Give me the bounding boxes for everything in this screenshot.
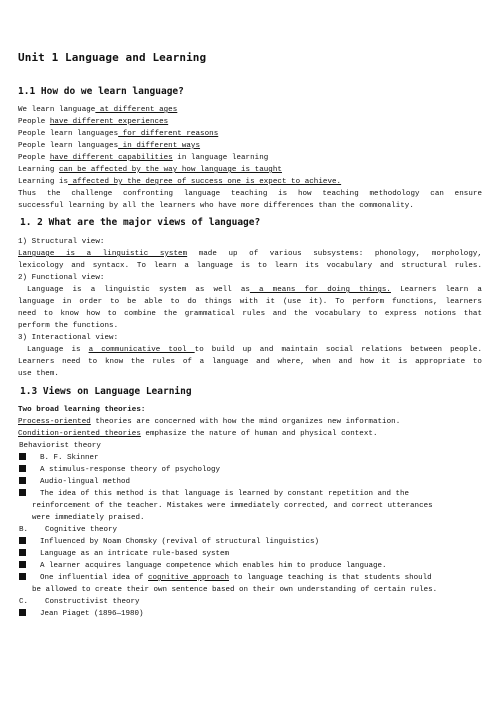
- paragraph-line: Thus the challenge confronting language teaching is how teaching methodology can ensure: [18, 190, 482, 198]
- text: Learners learn a: [390, 286, 482, 294]
- square-bullet-icon: [19, 537, 26, 544]
- square-bullet-icon: [19, 549, 26, 556]
- subheading: [19, 524, 117, 536]
- subheading: 1) Structural view:: [18, 238, 105, 246]
- label: B.: [19, 526, 29, 534]
- section-heading-1-1: 1.1 How do we learn language?: [18, 86, 184, 97]
- paragraph-line: reinforcement of the teacher. Mistakes were immediately corrected, and correct utterances: [32, 502, 433, 510]
- bullet-item: [19, 452, 489, 464]
- paragraph-line: [18, 428, 482, 440]
- underlined-text: Condition-oriented theories: [18, 430, 141, 438]
- paragraph-line: [18, 344, 482, 356]
- underlined-text: a communicative tool: [88, 346, 195, 354]
- text: emphasize the nature of human and physical context.: [140, 430, 378, 438]
- text: A stimulus-response theory of psychology: [40, 466, 221, 474]
- label: C.: [19, 598, 29, 606]
- text: to language teaching is that students should: [229, 574, 432, 582]
- bullet-item: [19, 476, 489, 488]
- list-item: [18, 152, 482, 164]
- bullet-item: [19, 608, 489, 620]
- underlined-text: have different capabilities: [49, 154, 173, 162]
- text: Learning is: [18, 178, 69, 186]
- underlined-text: cognitive approach: [148, 574, 230, 582]
- text: made up of various subsystems: phonology, morphology,: [187, 250, 482, 258]
- paragraph-line: successful learning by all the learners who have more differences than the commonality.: [18, 202, 414, 210]
- square-bullet-icon: [19, 489, 26, 496]
- page-title: Unit 1 Language and Learning: [18, 51, 207, 64]
- bullet-item: [19, 488, 489, 500]
- subheading: Behaviorist theory: [19, 442, 101, 450]
- paragraph-line: [18, 248, 482, 260]
- paragraph-line: perform the functions.: [18, 322, 119, 330]
- text: We learn language: [18, 106, 96, 114]
- text: Cognitive theory: [45, 526, 118, 534]
- square-bullet-icon: [19, 453, 26, 460]
- underlined-text: in different ways: [118, 142, 201, 150]
- list-item: [18, 104, 482, 116]
- text: [40, 574, 432, 582]
- text: to build up and maintain social relations between people.: [194, 346, 482, 354]
- subheading: 2) Functional view:: [18, 274, 105, 282]
- paragraph-line: [18, 284, 482, 296]
- underlined-text: at different ages: [95, 106, 178, 114]
- text: Influenced by Noam Chomsky (revival of structural linguistics): [40, 538, 320, 546]
- section-heading-1-2: 1. 2 What are the major views of language?: [20, 217, 261, 228]
- bullet-item: [19, 548, 489, 560]
- text: People: [18, 118, 50, 126]
- paragraph-line: use them.: [18, 370, 59, 378]
- text: People: [18, 154, 50, 162]
- text: A learner acquires language competence which enables him to produce language.: [40, 562, 387, 570]
- paragraph-line: lexicology and syntacx. To learn a language is to learn its vocabulary and structural rules.: [18, 262, 482, 270]
- paragraph-line: Learners need to know the rules of a language and where, when and how it is appropriate to: [18, 358, 482, 366]
- square-bullet-icon: [19, 561, 26, 568]
- paragraph-line: [18, 416, 482, 428]
- text: Jean Piaget (1896—1980): [40, 610, 144, 618]
- text: in language learning: [172, 154, 269, 162]
- text: Language is a linguistic system as well as: [27, 286, 250, 294]
- paragraph-line: were immediately praised.: [32, 514, 145, 522]
- text: Language is: [27, 346, 89, 354]
- list-item: [18, 164, 482, 176]
- text: People learn languages: [18, 142, 119, 150]
- list-item: [18, 176, 482, 188]
- list-item: [18, 140, 482, 152]
- section-heading-1-3: 1.3 Views on Language Learning: [20, 386, 192, 397]
- bullet-item: [19, 536, 489, 548]
- paragraph-line: be allowed to create their own sentence based on their own understanding of certain rules.: [32, 586, 438, 594]
- text: People learn languages: [18, 130, 119, 138]
- underlined-text: have different experiences: [49, 118, 169, 126]
- underlined-text: affected by the degree of success one is expect to achieve.: [68, 178, 342, 186]
- bullet-item: [19, 464, 489, 476]
- underlined-text: Language is a linguistic system: [18, 250, 188, 258]
- text: B. F. Skinner: [40, 454, 99, 462]
- square-bullet-icon: [19, 465, 26, 472]
- text: The idea of this method is that language is learned by constant repetition and the: [40, 490, 410, 498]
- list-item: [18, 116, 482, 128]
- subheading: Two broad learning theories:: [18, 406, 146, 414]
- square-bullet-icon: [19, 477, 26, 484]
- subheading: 3) Interactional view:: [18, 334, 119, 342]
- text: Language as an intricate rule-based system: [40, 550, 230, 558]
- text: Audio-lingual method: [40, 478, 131, 486]
- list-item: [18, 128, 482, 140]
- subheading: [19, 596, 140, 608]
- paragraph-line: need to know how to combine the grammatical rules and the vocabulary to express notions that: [18, 310, 482, 318]
- text: theories are concerned with how the mind organizes new information.: [90, 418, 401, 426]
- bullet-item: [19, 560, 489, 572]
- paragraph-line: language in order to be able to do things with it (use it). To perform functions, learners: [18, 298, 482, 306]
- square-bullet-icon: [19, 609, 26, 616]
- text: One influential idea of: [40, 574, 149, 582]
- text: Learning: [18, 166, 59, 174]
- square-bullet-icon: [19, 573, 26, 580]
- underlined-text: Process-oriented: [18, 418, 91, 426]
- underlined-text: can be affected by the way how language is taught: [58, 166, 282, 174]
- text: Constructivist theory: [45, 598, 140, 606]
- underlined-text: a means for doing things.: [249, 286, 391, 294]
- bullet-item: [19, 572, 489, 584]
- underlined-text: for different reasons: [118, 130, 219, 138]
